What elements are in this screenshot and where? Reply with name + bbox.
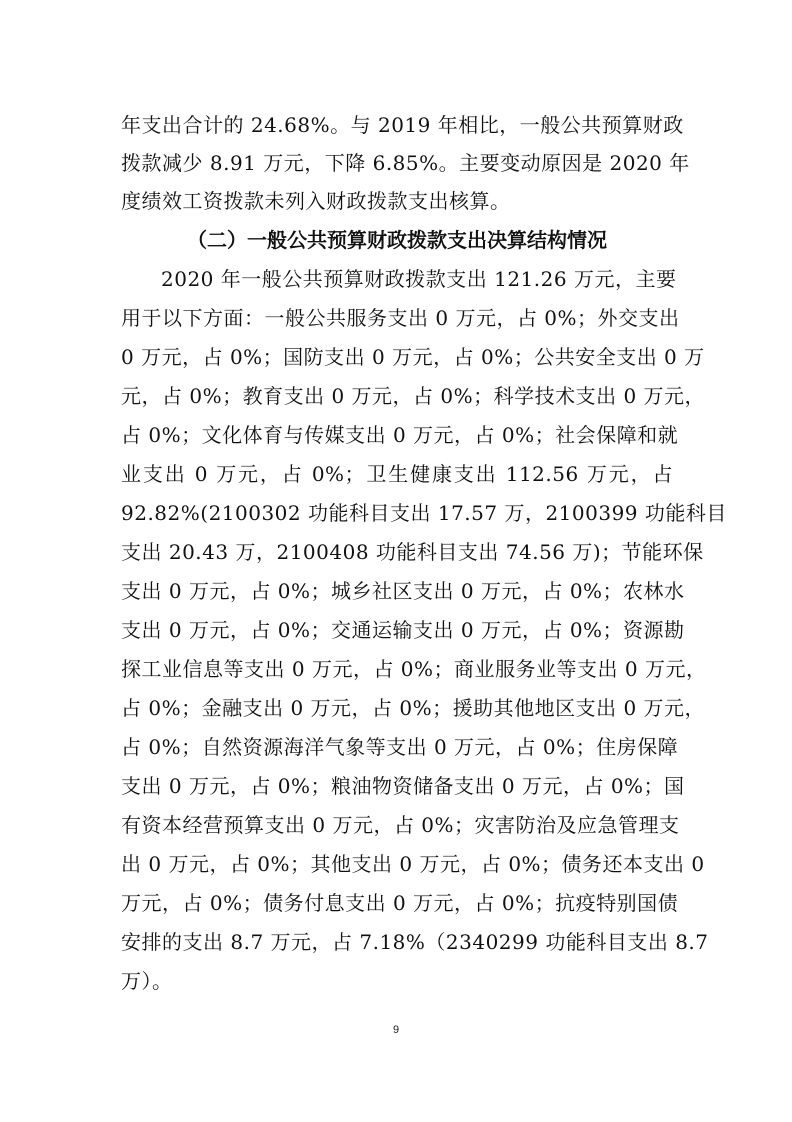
paragraph-1-line-3: 度绩效工资拨款未列入财政拨款支出核算。 <box>121 189 511 213</box>
paragraph-2-line-10: 支出 0 万元，占 0%；交通运输支出 0 万元，占 0%；资源勘 <box>121 618 685 642</box>
paragraph-2-line-1: 2020 年一般公共预算财政拨款支出 121.26 万元，主要 <box>161 267 677 291</box>
section-heading: （二）一般公共预算财政拨款支出决算结构情况 <box>187 228 607 252</box>
paragraph-1-line-2: 拨款减少 8.91 万元，下降 6.85%。主要变动原因是 2020 年 <box>121 151 690 175</box>
paragraph-2-line-5: 占 0%；文化体育与传媒支出 0 万元，占 0%；社会保障和就 <box>121 423 679 447</box>
paragraph-2-line-12: 占 0%；金融支出 0 万元，占 0%；援助其他地区支出 0 万元， <box>121 696 706 720</box>
paragraph-2-line-15: 有资本经营预算支出 0 万元，占 0%；灾害防治及应急管理支 <box>121 813 680 837</box>
paragraph-2-line-14: 支出 0 万元，占 0%；粮油物资储备支出 0 万元，占 0%；国 <box>121 774 685 798</box>
paragraph-2-line-4: 元，占 0%；教育支出 0 万元，占 0%；科学技术支出 0 万元， <box>121 384 706 408</box>
paragraph-2-line-3: 0 万元，占 0%；国防支出 0 万元，占 0%；公共安全支出 0 万 <box>121 345 705 369</box>
paragraph-2-line-7: 92.82%(2100302 功能科目支出 17.57 万，2100399 功能科目 <box>121 501 727 525</box>
paragraph-2-line-2: 用于以下方面：一般公共服务支出 0 万元，占 0%；外交支出 <box>121 306 680 330</box>
paragraph-2-line-16: 出 0 万元，占 0%；其他支出 0 万元，占 0%；债务还本支出 0 <box>121 852 705 876</box>
paragraph-2-line-8: 支出 20.43 万，2100408 功能科目支出 74.56 万)；节能环保 <box>121 540 704 564</box>
paragraph-2-line-18: 安排的支出 8.7 万元，占 7.18%（2340299 功能科目支出 8.7 <box>121 930 709 954</box>
paragraph-2-line-9: 支出 0 万元，占 0%；城乡社区支出 0 万元，占 0%；农林水 <box>121 579 685 603</box>
paragraph-2-line-19: 万）。 <box>121 969 173 993</box>
page-number: 9 <box>392 1024 400 1036</box>
paragraph-2-line-11: 探工业信息等支出 0 万元，占 0%；商业服务业等支出 0 万元， <box>121 657 707 681</box>
paragraph-2-line-13: 占 0%；自然资源海洋气象等支出 0 万元，占 0%；住房保障 <box>121 735 679 759</box>
paragraph-1-line-1: 年支出合计的 24.68%。与 2019 年相比，一般公共预算财政 <box>121 113 684 137</box>
paragraph-2-line-17: 万元，占 0%；债务付息支出 0 万元，占 0%；抗疫特别国债 <box>121 891 679 915</box>
paragraph-2-line-6: 业支出 0 万元，占 0%；卫生健康支出 112.56 万元，占 <box>121 462 673 486</box>
